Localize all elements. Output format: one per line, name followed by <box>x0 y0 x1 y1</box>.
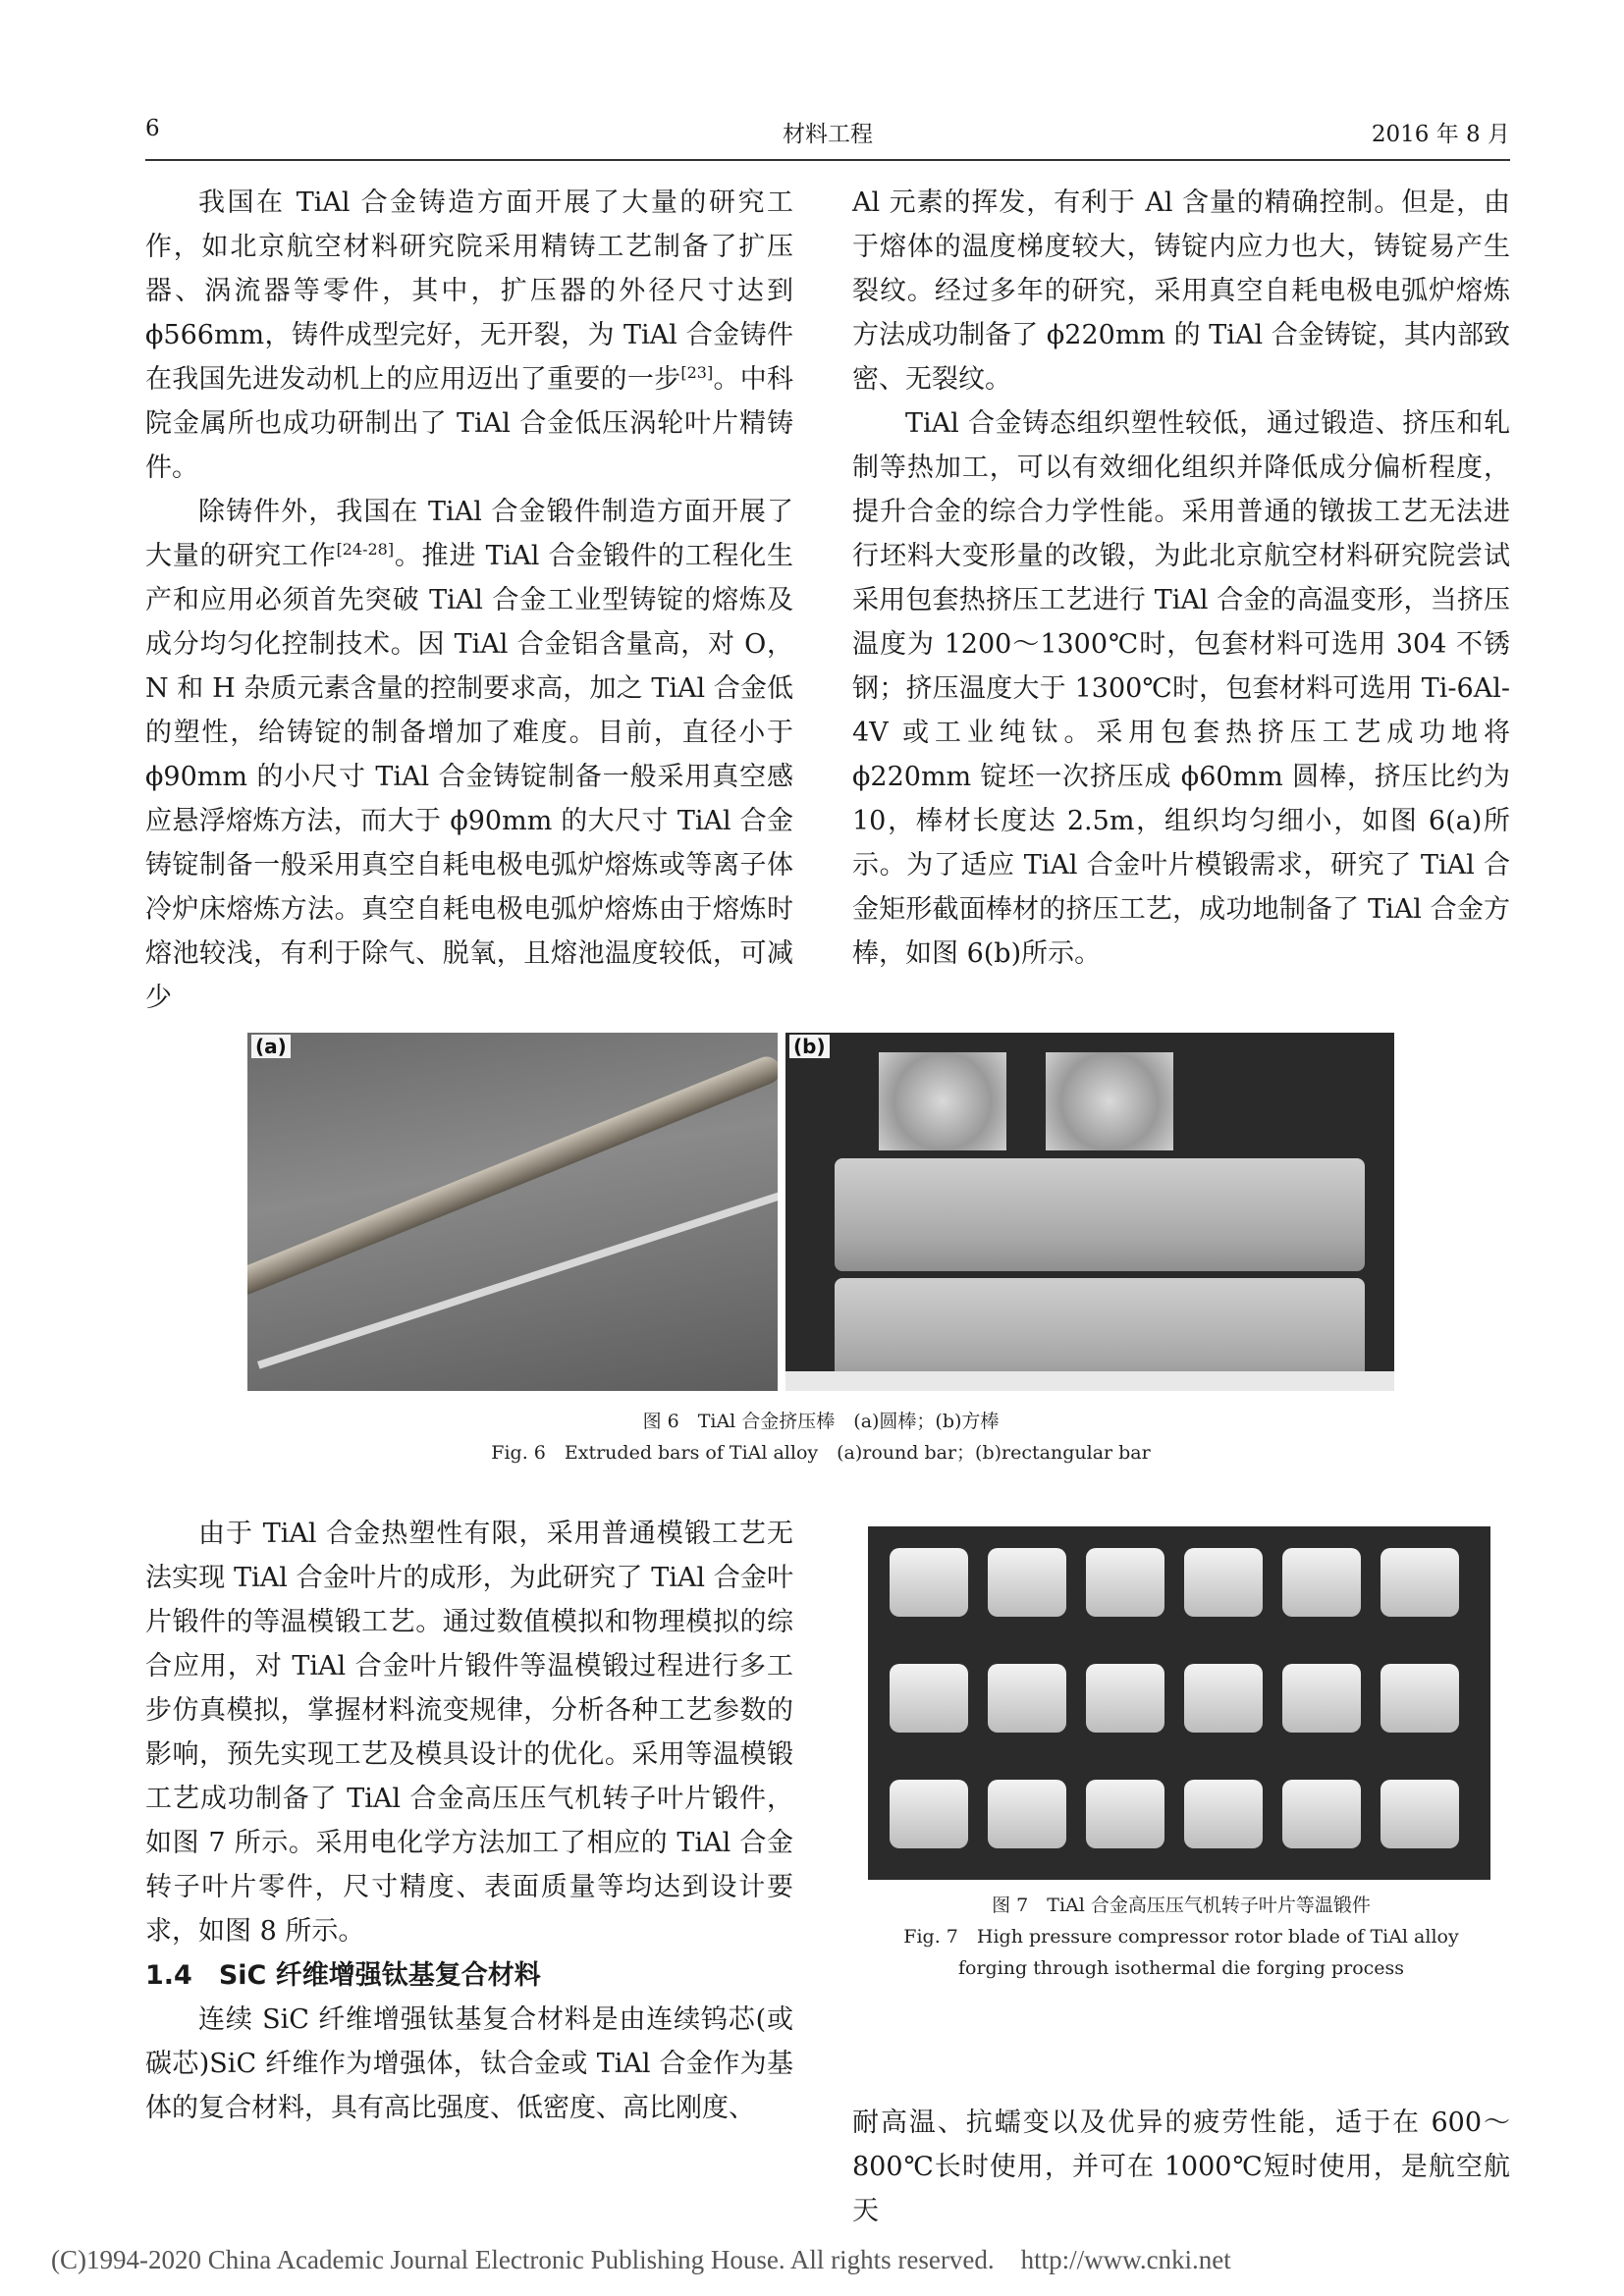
blade-forging <box>988 1548 1066 1617</box>
blade-forging <box>890 1548 968 1617</box>
blade-forging <box>1380 1664 1459 1733</box>
blade-forging <box>1184 1664 1263 1733</box>
ruler-shape <box>257 1186 778 1369</box>
blade-forging <box>1086 1548 1164 1617</box>
section-heading: 1.4 SiC 纤维增强钛基复合材料 <box>145 1960 541 1991</box>
figure-7-caption <box>852 1890 1510 1984</box>
caption-cn: 图 7 TiAl 合金高压压气机转子叶片等温锻件 <box>992 1895 1371 1916</box>
blade-forging <box>1282 1664 1361 1733</box>
rectangular-bar-shape <box>835 1158 1365 1271</box>
round-bar-shape <box>247 1052 778 1299</box>
cross-section-plate <box>1046 1052 1173 1150</box>
copyright-notice: (C)1994-2020 China Academic Journal Electronic Publishing House. All rights reserved. http://www.cnki.net <box>51 2245 1231 2274</box>
paragraph-casting: 我国在 TiAl 合金铸造方面开展了大量的研究工作，如北京航空材料研究院采用精铸工艺制备了扩压器、涡流器等零件，其中，扩压器的外径尺寸达到 ϕ566mm，铸件成型完好，无开裂，为 TiAl 合金铸件在我国先进发动机上的应用迈出了重要的一步[23]。中科院金属所也成功研制出了 TiAl 合金低压涡轮叶片精铸件。 <box>145 187 794 483</box>
paragraph-extrusion: TiAl 合金铸态组织塑性较低，通过锻造、挤压和轧制等热加工，可以有效细化组织并降低成分偏析程度，提升合金的综合力学性能。采用普通的镦拔工艺无法进行坯料大变形量的改锻，为此北京航空材料研究院尝试采用包套热挤压工艺进行 TiAl 合金的高温变形，当挤压温度为 1200～1300℃时，包套材料可选用 304 不锈钢；挤压温度大于 1300℃时，包套材料可选用 Ti-6Al-4V 或工业纯钛。采用包套热挤压工艺成功地将 ϕ220mm 锭坯一次挤压成 ϕ60mm 圆棒，挤压比约为 10，棒材长度达 2.5m，组织均匀细小，如图 6(a)所示。为了适应 TiAl 合金叶片模锻需求，研究了 TiAl 合金矩形截面棒材的挤压工艺，成功地制备了 TiAl 合金方棒，如图 6(b)所示。 <box>852 408 1510 969</box>
header-rule <box>145 159 1510 161</box>
blade-forging <box>1380 1780 1459 1848</box>
paragraph-continuation: Al 元素的挥发，有利于 Al 含量的精确控制。但是，由于熔体的温度梯度较大，铸锭内应力也大，铸锭易产生裂纹。经过多年的研究，采用真空自耗电极电弧炉熔炼方法成功制备了 ϕ220mm 的 TiAl 合金铸锭，其内部致密、无裂纹。 <box>852 187 1510 395</box>
issue-date: 2016 年 8 月 <box>1371 122 1510 147</box>
citation: [23] <box>680 363 714 382</box>
blade-forging <box>1380 1548 1459 1617</box>
blade-forging <box>890 1664 968 1733</box>
blade-forging <box>1086 1780 1164 1848</box>
blade-forging <box>988 1780 1066 1848</box>
caption-en: Fig. 6 Extruded bars of TiAl alloy (a)round bar；(b)rectangular bar <box>491 1442 1151 1464</box>
blade-forging <box>988 1664 1066 1733</box>
journal-title: 材料工程 <box>783 122 873 147</box>
blade-forging <box>1282 1548 1361 1617</box>
paragraph-isothermal-forging: 由于 TiAl 合金热塑性有限，采用普通模锻工艺无法实现 TiAl 合金叶片的成形，为此研究了 TiAl 合金叶片锻件的等温模锻工艺。通过数值模拟和物理模拟的综合应用，对 TiAl 合金叶片锻件等温模锻过程进行多工步仿真模拟，掌握材料流变规律，分析各种工艺参数的影响，预先实现工艺及模具设计的优化。采用等温模锻工艺成功制备了 TiAl 合金高压压气机转子叶片锻件，如图 7 所示。采用电化学方法加工了相应的 TiAl 合金转子叶片零件，尺寸精度、表面质量等均达到设计要求，如图 8 所示。 <box>145 1519 793 1947</box>
left-column-bottom <box>145 1512 793 2130</box>
figure-6b-rectangular-bar-photo <box>785 1033 1394 1391</box>
figure-6-caption <box>247 1406 1394 1468</box>
blade-forging <box>1184 1780 1263 1848</box>
scale-strip <box>785 1371 1394 1391</box>
paragraph-forging: 除铸件外，我国在 TiAl 合金锻件制造方面开展了大量的研究工作[24-28]。推进 TiAl 合金锻件的工程化生产和应用必须首先突破 TiAl 合金工业型铸锭的熔炼及成分均匀化控制技术。因 TiAl 合金铝含量高，对 O，N 和 H 杂质元素含量的控制要求高，加之 TiAl 合金低的塑性，给铸锭的制备增加了难度。目前，直径小于 ϕ90mm 的小尺寸 TiAl 合金铸锭制备一般采用真空感应悬浮熔炼方法，而大于 ϕ90mm 的大尺寸 TiAl 合金铸锭制备一般采用真空自耗电极电弧炉熔炼或等离子体冷炉床熔炼方法。真空自耗电极电弧炉熔炼由于熔炼时熔池较浅，有利于除气、脱氧，且熔池温度较低，可减少 <box>145 497 793 1013</box>
figure-6a-round-bar-photo <box>247 1033 778 1391</box>
caption-en-line2: forging through isothermal die forging process <box>957 1957 1405 1979</box>
page-number: 6 <box>145 116 160 141</box>
blade-forging <box>1282 1780 1361 1848</box>
figure-6a-label: (a) <box>251 1035 291 1058</box>
left-column-top <box>145 181 793 1020</box>
paragraph-sic-composite: 连续 SiC 纤维增强钛基复合材料是由连续钨芯(或碳芯)SiC 纤维作为增强体，钛合金或 TiAl 合金作为基体的复合材料，具有高比强度、低密度、高比刚度、 <box>145 2004 793 2123</box>
paragraph-continuation: 耐高温、抗蠕变以及优异的疲劳性能，适于在 600～800℃长时使用，并可在 1000℃短时使用，是航空航天 <box>852 2108 1510 2226</box>
right-column-bottom <box>852 2101 1510 2233</box>
cross-section-plate <box>879 1052 1006 1150</box>
caption-en-line1: Fig. 7 High pressure compressor rotor blade of TiAl alloy <box>903 1926 1459 1948</box>
blade-forging <box>1184 1548 1263 1617</box>
figure-6b-label: (b) <box>789 1035 830 1058</box>
citation: [24-28] <box>336 540 395 559</box>
blade-forging <box>890 1780 968 1848</box>
blade-forging <box>1086 1664 1164 1733</box>
page-header <box>145 116 1510 155</box>
right-column-top <box>852 181 1510 976</box>
caption-cn: 图 6 TiAl 合金挤压棒 (a)圆棒；(b)方棒 <box>642 1411 1000 1432</box>
figure-7-blade-forgings-photo <box>868 1526 1490 1880</box>
